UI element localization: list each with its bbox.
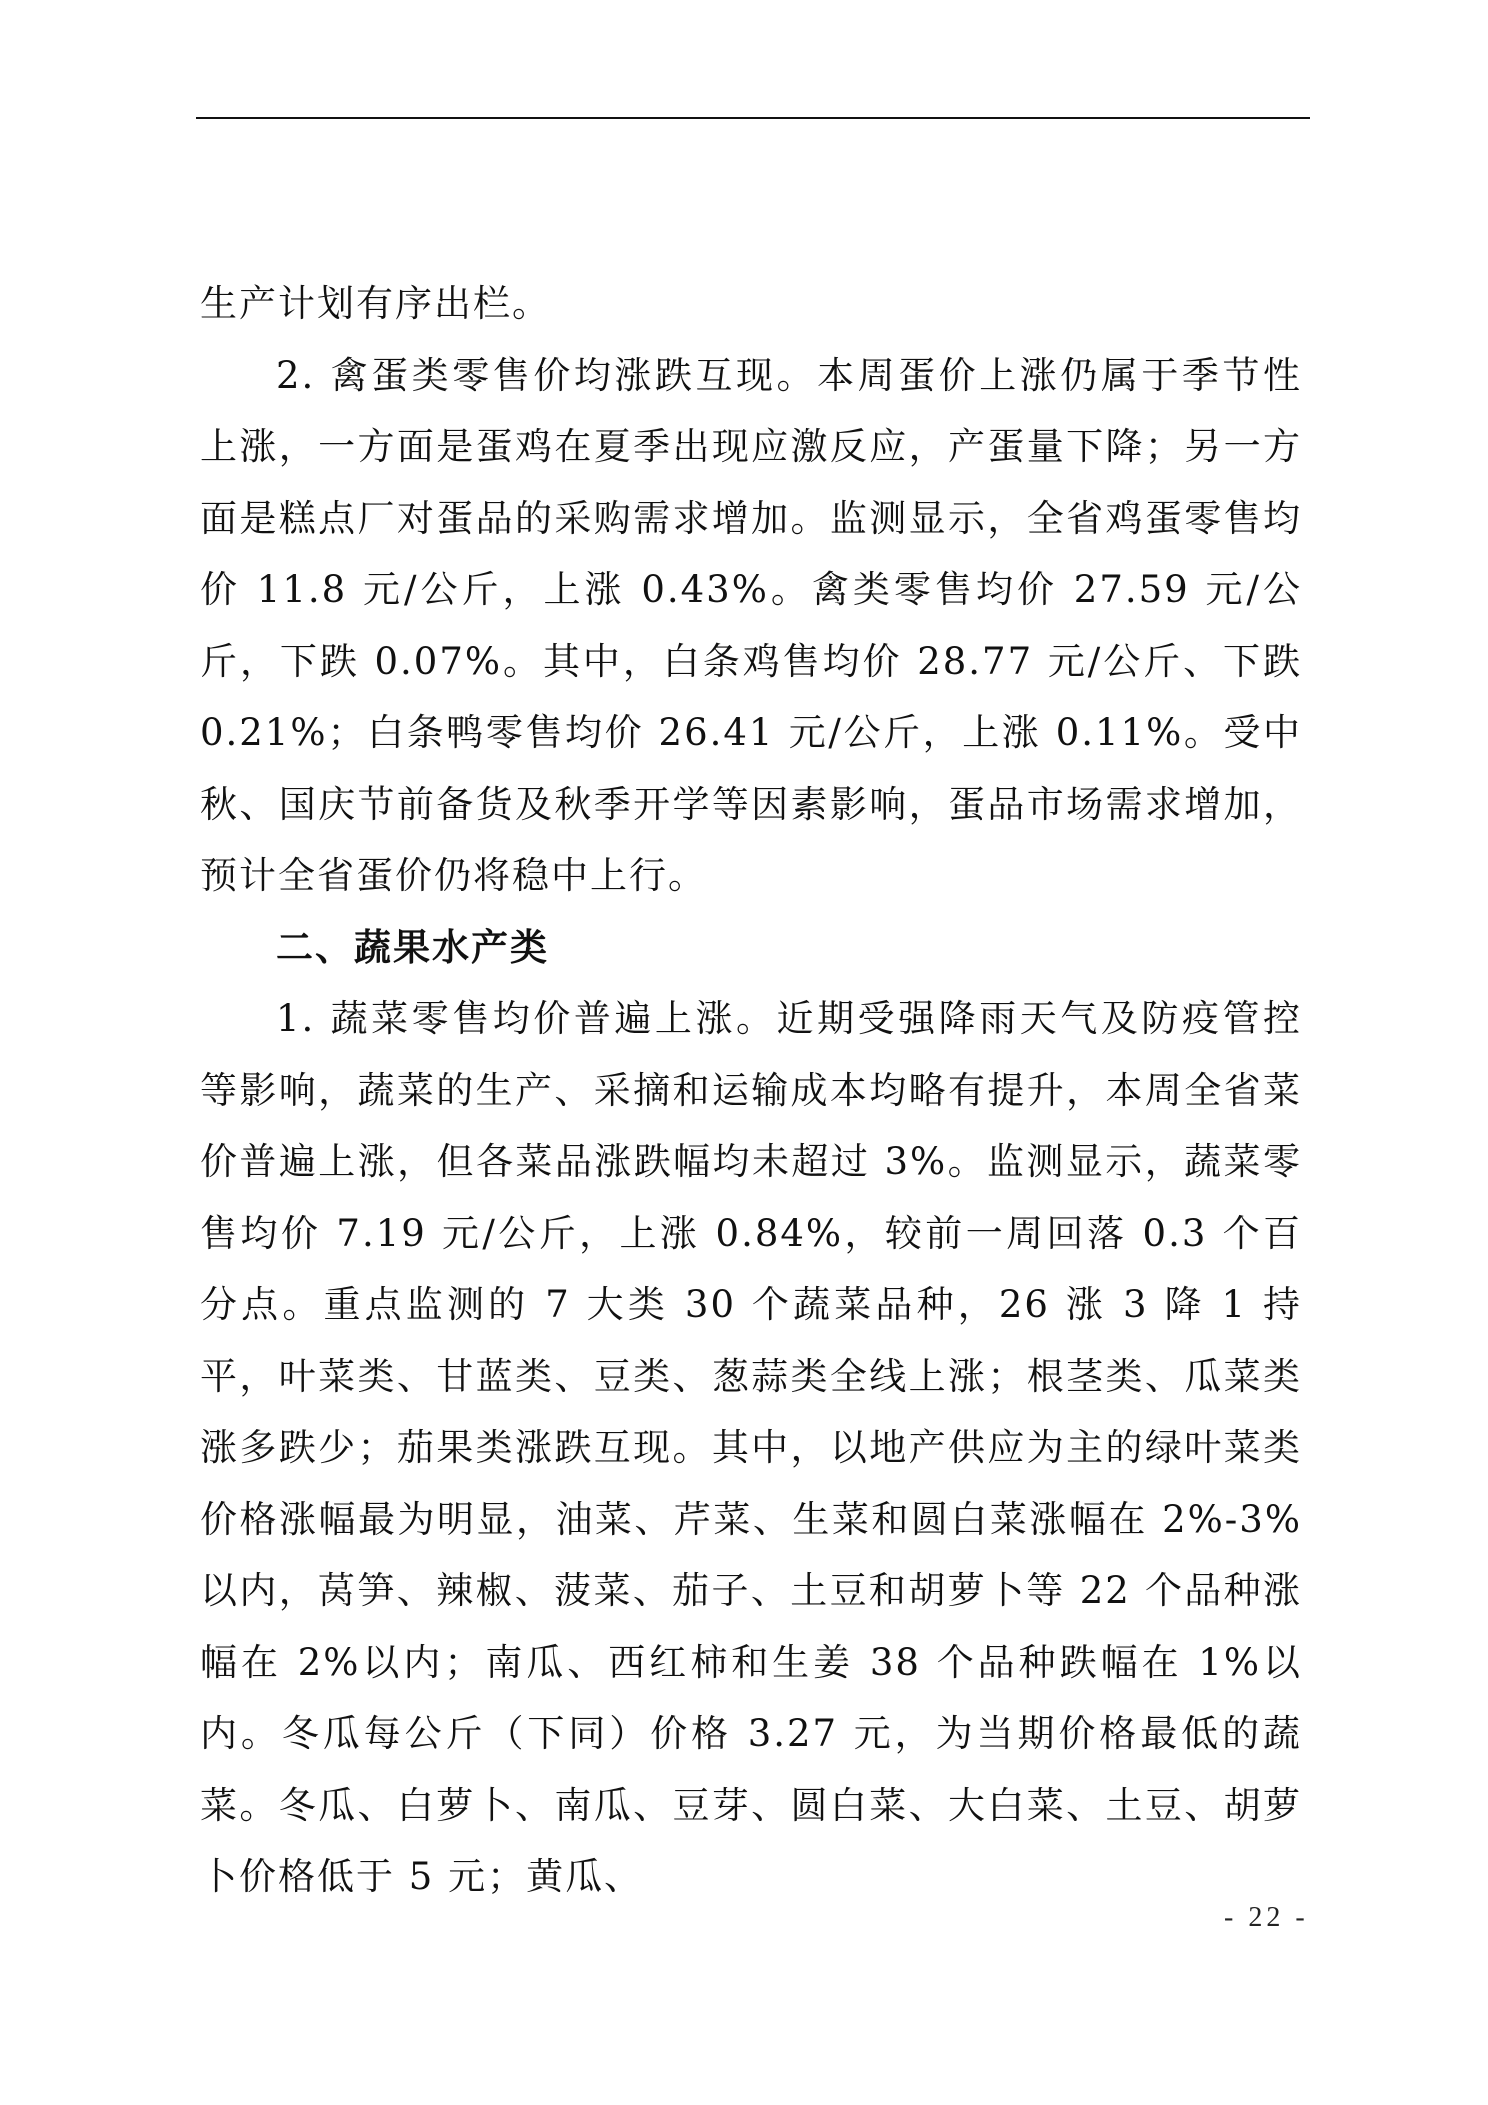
- paragraph-vegetables: 1. 蔬菜零售均价普遍上涨。近期受强降雨天气及防疫管控等影响，蔬菜的生产、采摘和运输成本均略有提升，本周全省菜价普遍上涨，但各菜品涨跌幅均未超过 3%。监测显示，蔬菜零售均价 7.19 元/公斤，上涨 0.84%，较前一周回落 0.3 个百分点。重点监测的 7 大类 30 个蔬菜品种，26 涨 3 降 1 持平，叶菜类、甘蓝类、豆类、葱蒜类全线上涨；根茎类、瓜菜类涨多跌少；茄果类涨跌互现。其中，以地产供应为主的绿叶菜类价格涨幅最为明显，油菜、芹菜、生菜和圆白菜涨幅在 2%-3%以内，莴笋、辣椒、菠菜、茄子、土豆和胡萝卜等 22 个品种涨幅在 2%以内；南瓜、西红柿和生姜 38 个品种跌幅在 1%以内。冬瓜每公斤（下同）价格 3.27 元，为当期价格最低的蔬菜。冬瓜、白萝卜、南瓜、豆芽、圆白菜、大白菜、土豆、胡萝卜价格低于 5 元；黄瓜、: [200, 997, 1302, 1898]
- header-rule: [196, 117, 1310, 119]
- document-body: [200, 268, 1302, 1913]
- paragraph-eggs-poultry: 2. 禽蛋类零售价均涨跌互现。本周蛋价上涨仍属于季节性上涨，一方面是蛋鸡在夏季出现应激反应，产蛋量下降；另一方面是糕点厂对蛋品的采购需求增加。监测显示，全省鸡蛋零售均价 11.8 元/公斤，上涨 0.43%。禽类零售均价 27.59 元/公斤，下跌 0.07%。其中，白条鸡售均价 28.77 元/公斤、下跌 0.21%；白条鸭零售均价 26.41 元/公斤，上涨 0.11%。受中秋、国庆节前备货及秋季开学等因素影响，蛋品市场需求增加，预计全省蛋价仍将稳中上行。: [200, 353, 1302, 897]
- page-number: - 22 -: [1224, 1902, 1309, 1933]
- paragraph-continuation: 生产计划有序出栏。: [200, 282, 551, 325]
- section-heading: 二、蔬果水产类: [276, 925, 549, 969]
